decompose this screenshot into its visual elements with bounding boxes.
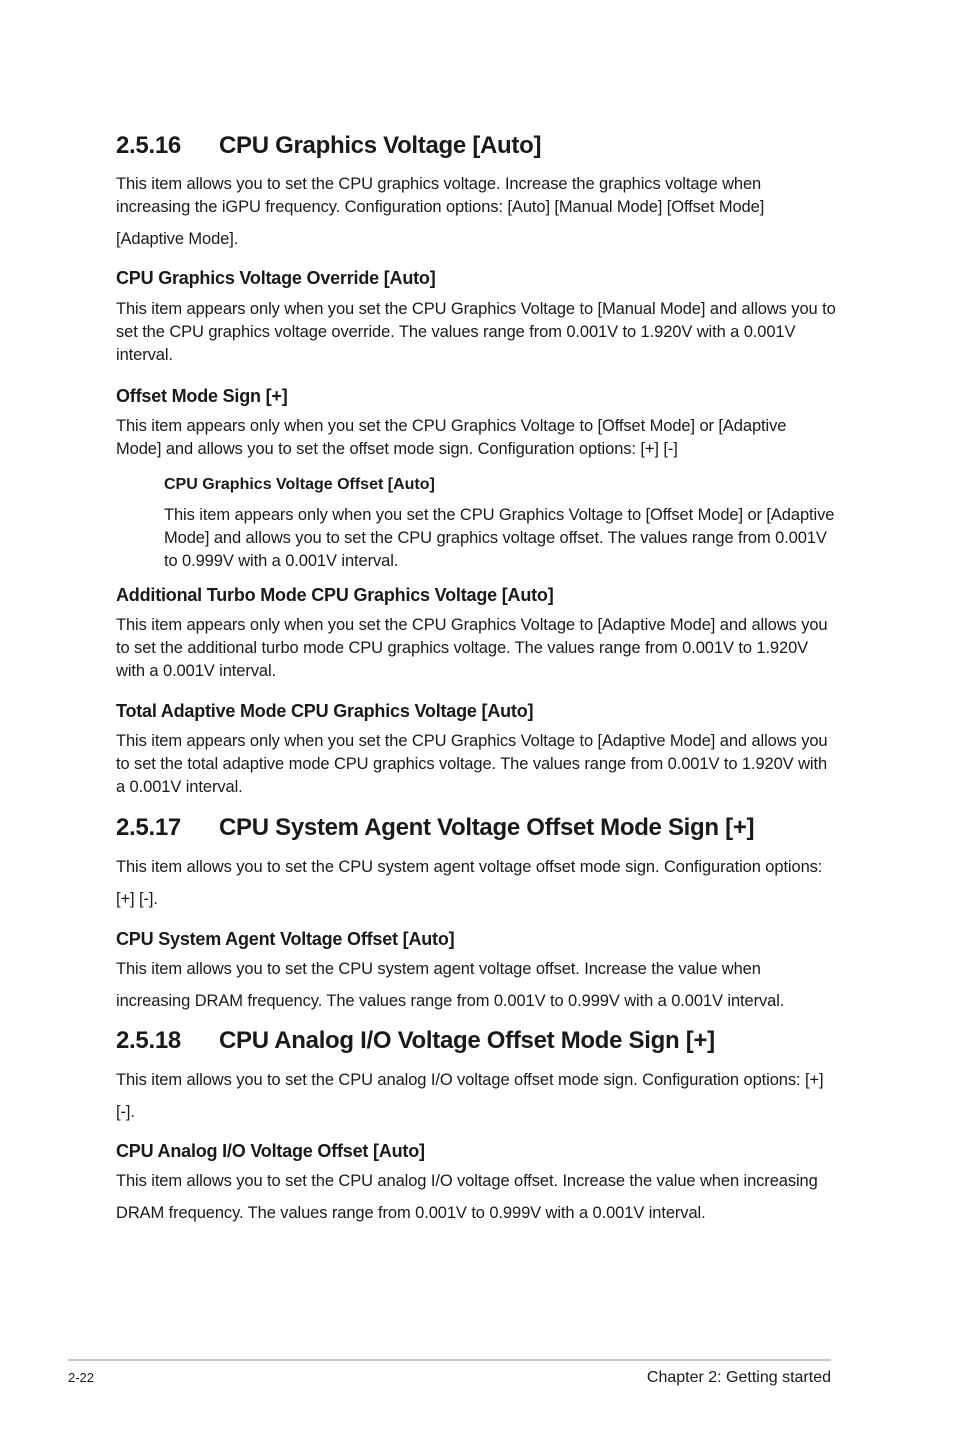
chapter-label: Chapter 2: Getting started xyxy=(646,1369,831,1386)
item-description: This item appears only when you set the CPU Graphics Voltage to [Manual Mode] and allows you to set the CPU graphics voltage override. The values range from 0.001V to 1.920V with a 0.001V interval. xyxy=(116,300,836,364)
section-title: CPU Graphics Voltage [Auto] xyxy=(219,132,542,159)
item-heading-offset-mode-sign: Offset Mode Sign [+] xyxy=(116,386,288,406)
section-intro-continued: [Adaptive Mode]. xyxy=(116,230,239,248)
item-heading-total-adaptive-voltage: Total Adaptive Mode CPU Graphics Voltage [Auto] xyxy=(116,701,534,721)
item-description: This item allows you to set the CPU system agent voltage offset. Increase the value when increasing DRAM frequency. The values range from 0.001V to 0.999V with a 0.001V interval. xyxy=(116,960,785,1010)
item-heading-graphics-voltage-override: CPU Graphics Voltage Override [Auto] xyxy=(116,268,436,288)
section-title: CPU System Agent Voltage Offset Mode Sign [+] xyxy=(219,814,755,841)
section-intro: This item allows you to set the CPU analog I/O voltage offset mode sign. Configuration options: [+] [-]. xyxy=(116,1071,824,1121)
item-description: This item appears only when you set the CPU Graphics Voltage to [Offset Mode] or [Adaptive Mode] and allows you to set the offset mode sign. Configuration options: [+] [-] xyxy=(116,417,787,458)
item-description: This item appears only when you set the CPU Graphics Voltage to [Adaptive Mode] and allows you to set the total adaptive mode CPU graphics voltage. The values range from 0.001V to 1.920V with a 0.001V interval. xyxy=(116,732,828,796)
section-title: CPU Analog I/O Voltage Offset Mode Sign [+] xyxy=(219,1027,715,1054)
section-intro: This item allows you to set the CPU graphics voltage. Increase the graphics voltage when increasing the iGPU frequency. Configuration options: [Auto] [Manual Mode] [Offset Mode] xyxy=(116,175,765,216)
section-number: 2.5.16 xyxy=(116,132,181,159)
section-number: 2.5.17 xyxy=(116,814,181,841)
item-heading-additional-turbo-voltage: Additional Turbo Mode CPU Graphics Voltage [Auto] xyxy=(116,585,554,605)
section-heading-2-5-18 xyxy=(116,1026,836,1056)
page-number: 2-22 xyxy=(68,1370,95,1385)
item-heading-graphics-voltage-offset: CPU Graphics Voltage Offset [Auto] xyxy=(164,476,435,493)
section-heading-2-5-16 xyxy=(116,131,836,161)
section-heading-2-5-17 xyxy=(116,813,836,843)
section-number: 2.5.18 xyxy=(116,1027,181,1054)
item-description: This item allows you to set the CPU analog I/O voltage offset. Increase the value when increasing DRAM frequency. The values range from 0.001V to 0.999V with a 0.001V interval. xyxy=(116,1172,818,1222)
section-intro: This item allows you to set the CPU system agent voltage offset mode sign. Configuration options: [+] [-]. xyxy=(116,858,823,908)
item-heading-system-agent-voltage-offset: CPU System Agent Voltage Offset [Auto] xyxy=(116,929,455,949)
item-heading-analog-io-voltage-offset: CPU Analog I/O Voltage Offset [Auto] xyxy=(116,1141,425,1161)
footer-divider xyxy=(68,1359,831,1361)
item-description: This item appears only when you set the CPU Graphics Voltage to [Adaptive Mode] and allows you to set the additional turbo mode CPU graphics voltage. The values range from 0.001V to 1.920V with a 0.001V interval. xyxy=(116,616,828,680)
item-description: This item appears only when you set the CPU Graphics Voltage to [Offset Mode] or [Adaptive Mode] and allows you to set the CPU graphics voltage offset. The values range from 0.001V to 0.999V with a 0.001V interval. xyxy=(164,506,835,570)
